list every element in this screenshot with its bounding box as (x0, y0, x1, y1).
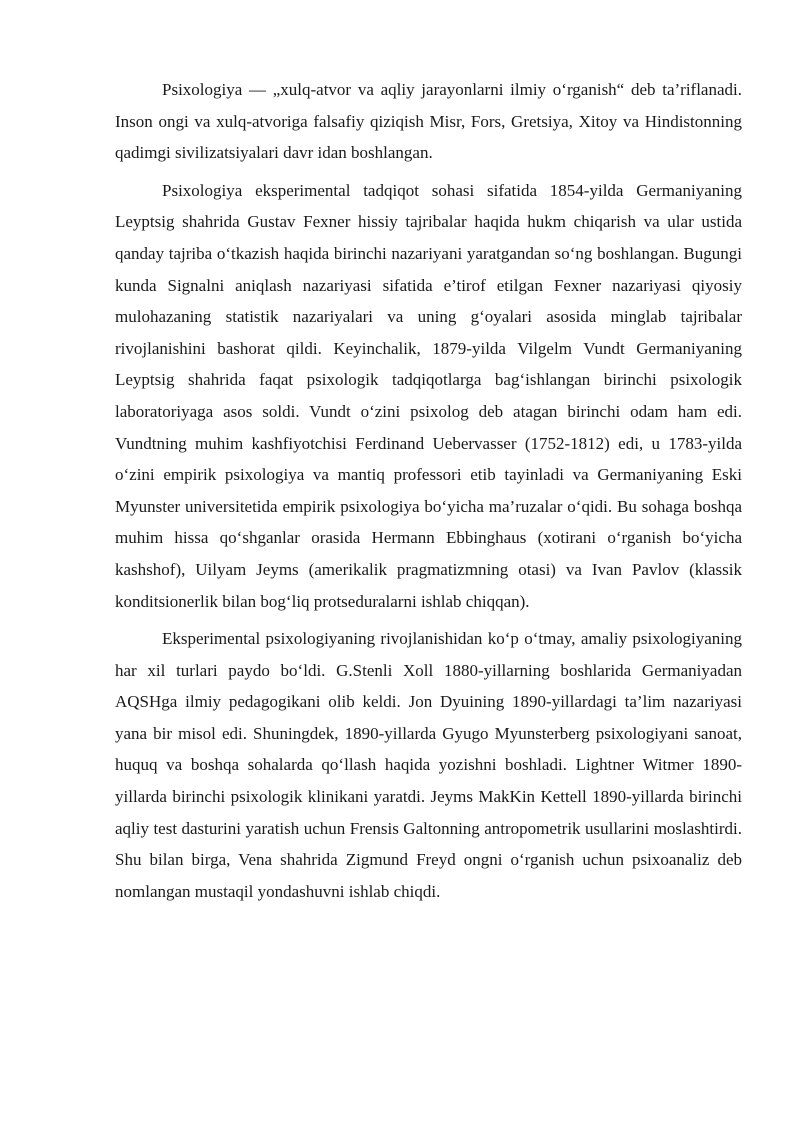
document-page (115, 74, 742, 913)
paragraph-experimental-history: Psixologiya eksperimental tadqiqot sohasi sifatida 1854-yilda Germaniyaning Leyptsig shahrida Gustav Fexner hissiy tajribalar haqida hukm chiqarish va ular ustida qanday tajriba o‘tkazish haqida birinchi nazariyani yaratgandan so‘ng boshlangan. Bugungi kunda Signalni aniqlash nazariyasi sifatida e’tirof etilgan Fexner nazariyasi qiyosiy mulohazaning statistik nazariyalari va uning g‘oyalari asosida minglab tajribalar rivojlanishini bashorat qildi. Keyinchalik, 1879-yilda Vilgelm Vundt Germaniyaning Leyptsig shahrida faqat psixologik tadqiqotlarga bag‘ishlangan birinchi psixologik laboratoriyaga asos soldi. Vundt o‘zini psixolog deb atagan birinchi odam ham edi. Vundtning muhim kashfiyotchisi Ferdinand Uebervasser (1752-1812) edi, u 1783-yilda o‘zini empirik psixologiya va mantiq professori etib tayinladi va Germaniyaning Eski Myunster universitetida empirik psixologiya bo‘yicha ma’ruzalar o‘qidi. Bu sohaga boshqa muhim hissa qo‘shganlar orasida Hermann Ebbinghaus (xotirani o‘rganish bo‘yicha kashshof), Uilyam Jeyms (amerikalik pragmatizmning otasi) va Ivan Pavlov (klassik konditsionerlik bilan bog‘liq protseduralarni ishlab chiqqan). (115, 180, 742, 611)
paragraph-applied-psychology: Eksperimental psixologiyaning rivojlanishidan ko‘p o‘tmay, amaliy psixologiyaning har xil turlari paydo bo‘ldi. G.Stenli Xoll 1880-yillarning boshlarida Germaniyadan AQSHga ilmiy pedagogikani olib keldi. Jon Dyuining 1890-yillardagi ta’lim nazariyasi yana bir misol edi. Shuningdek, 1890-yillarda Gyugo Myunsterberg psixologiyani sanoat, huquq va boshqa sohalarda qo‘llash haqida yozishni boshladi. Lightner Witmer 1890-yillarda birinchi psixologik klinikani yaratdi. Jeyms MakKin Kettell 1890-yillarda birinchi aqliy test dasturini yaratish uchun Frensis Galtonning antropometrik usullarini moslashtirdi. Shu bilan birga, Vena shahrida Zigmund Freyd ongni o‘rganish uchun psixoanaliz deb nomlangan mustaqil yondashuvni ishlab chiqdi. (115, 629, 742, 901)
paragraph-definition: Psixologiya — „xulq-atvor va aqliy jarayonlarni ilmiy o‘rganish“ deb ta’riflanadi. Inson ongi va xulq-atvoriga falsafiy qiziqish Misr, Fors, Gretsiya, Xitoy va Hindistonning qadimgi sivilizatsiyalari davr idan boshlangan. (115, 80, 742, 163)
